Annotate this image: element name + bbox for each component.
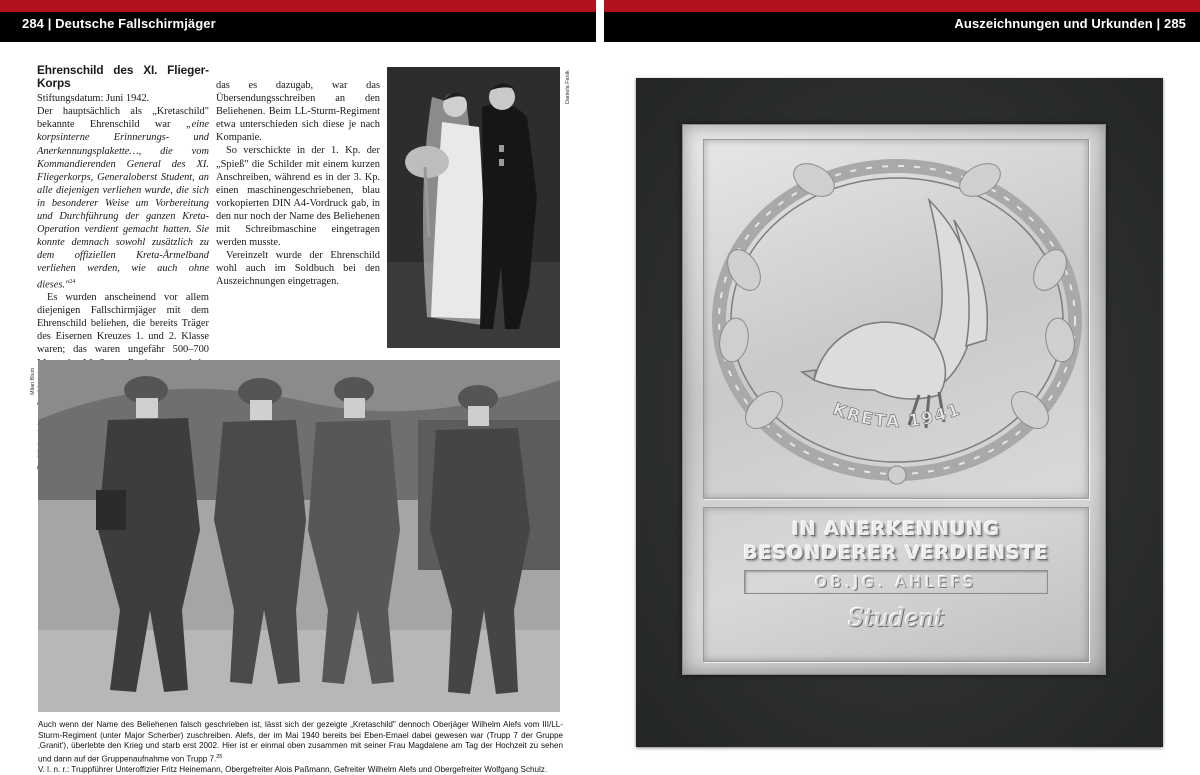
plaque-arc-text: KRETA 1941 [829,399,965,433]
paragraph-6: Vereinzelt wurde der Ehrenschild wohl auch im Soldbuch bei den Auszeichnungen eingetragen. [216,250,380,288]
footnote-25: 25 [216,753,223,760]
inscription-line-1: IN ANERKENNUNG [791,518,1001,540]
article-title: Ehrenschild des XI. Flieger-Korps [37,63,209,91]
paragraph-1-quote: „eine korpsinterne Erinnerungs- und Anerkennungsplakette…, die vom Kommandierenden General des XI. Fliegerkorps, Generaloberst Student, an alle diejenigen verliehen wurde, die sich in besonderer Weise um Vorbereitung und Durchführung der ganzen Kreta-Operation verdient gemacht hatten. Sie konnte demnach sowohl zusätzlich zu dem offiziellen Kreta-Ärmelband verliehen werden, wie auch ohne dieses." [37,119,209,290]
wedding-photo-illustration [387,67,560,348]
wreath-eagle-relief [704,140,1090,500]
caption-names: V. l. n. r.: Truppführer Unteroffizier Fritz Heinemann, Obergefreiter Alois Paßmann, Gefreiter Wilhelm Alefs und Obergefreiter Wolfgang Schulz. [38,764,548,774]
inscription-line-2: BESONDERER VERDIENSTE [743,542,1049,564]
recipient-name: OB.JG. AHLEFS [815,573,977,591]
wedding-photo [387,67,560,348]
photo-caption [38,720,563,775]
founded-date: Stiftungsdatum: Juni 1942. [37,93,150,105]
recipient-name-field [744,570,1048,594]
paragraph-5: So verschickte in der 1. Kp. der „Spieß" die Schilder mit einem kurzen Anschreiben, während es in der 3. Kp. einen maschinengeschriebenen, blau vorkopierten DIN A4-Vordruck gab, in den nur noch der Name des Beliehenen mit Schreibmaschine eingetragen werden musste. [216,145,380,249]
paragraph-2: Es wurden anscheinend vor allem diejenigen Fallschirmjäger mit dem Ehrenschild beliehen, die bereits Träger des Eisernen Kreuzes 1. und 2. Klasse waren; das waren ungefähr 500–700 [37,292,209,356]
caption-text: Auch wenn der Name des Beliehenen falsch geschrieben ist, lässt sich der gezeigte „Kretaschild" dennoch Oberjäger Wilhelm Alefs vom III/LL-Sturm-Regiment (unter Major Scherber) zuschreiben. Alefs, der im Mai 1940 bereits bei Eben-Emael dabei gewesen war (Trupp 7 der Gruppe ‚Granit'), überlebte den Krieg und starb erst 2002. Hier ist er einmal oben zusammen mit seiner Frau Magdalene am Tag der Hochzeit zu sehen und dann auf der Gruppenaufnahme von Trupp 7. [38,720,563,764]
paragraph-4: das es dazugab, war das Übersendungsschreiben an den Beliehenen. Beim LL-Sturm-Regiment etwa unterschieden sich diese je nach Kompanie. [216,80,380,144]
right-page-header [604,0,1200,42]
footnote-24: 24 [69,278,76,285]
soldiers-group-photo [38,360,560,712]
plaque-emblem-panel [703,139,1089,499]
wedding-photo-credit: Daniela Fanik [565,70,571,104]
paragraph-1-lead: Der hauptsächlich als „Kretaschild" bekannte Ehrenschild war [37,106,209,131]
right-running-head: Auszeichnungen und Urkunden | 285 [954,16,1186,31]
soldiers-photo-illustration [38,360,560,712]
soldiers-photo-credit: Milan Blum [30,367,36,395]
kreta-plaque [682,124,1106,675]
left-running-head: 284 | Deutsche Fallschirmjäger [22,16,216,31]
plaque-inscription-panel [703,507,1089,662]
left-page-header [0,0,596,42]
paragraph-1 [37,105,209,291]
signature: Student [847,604,945,632]
text-column-2 [216,79,380,289]
